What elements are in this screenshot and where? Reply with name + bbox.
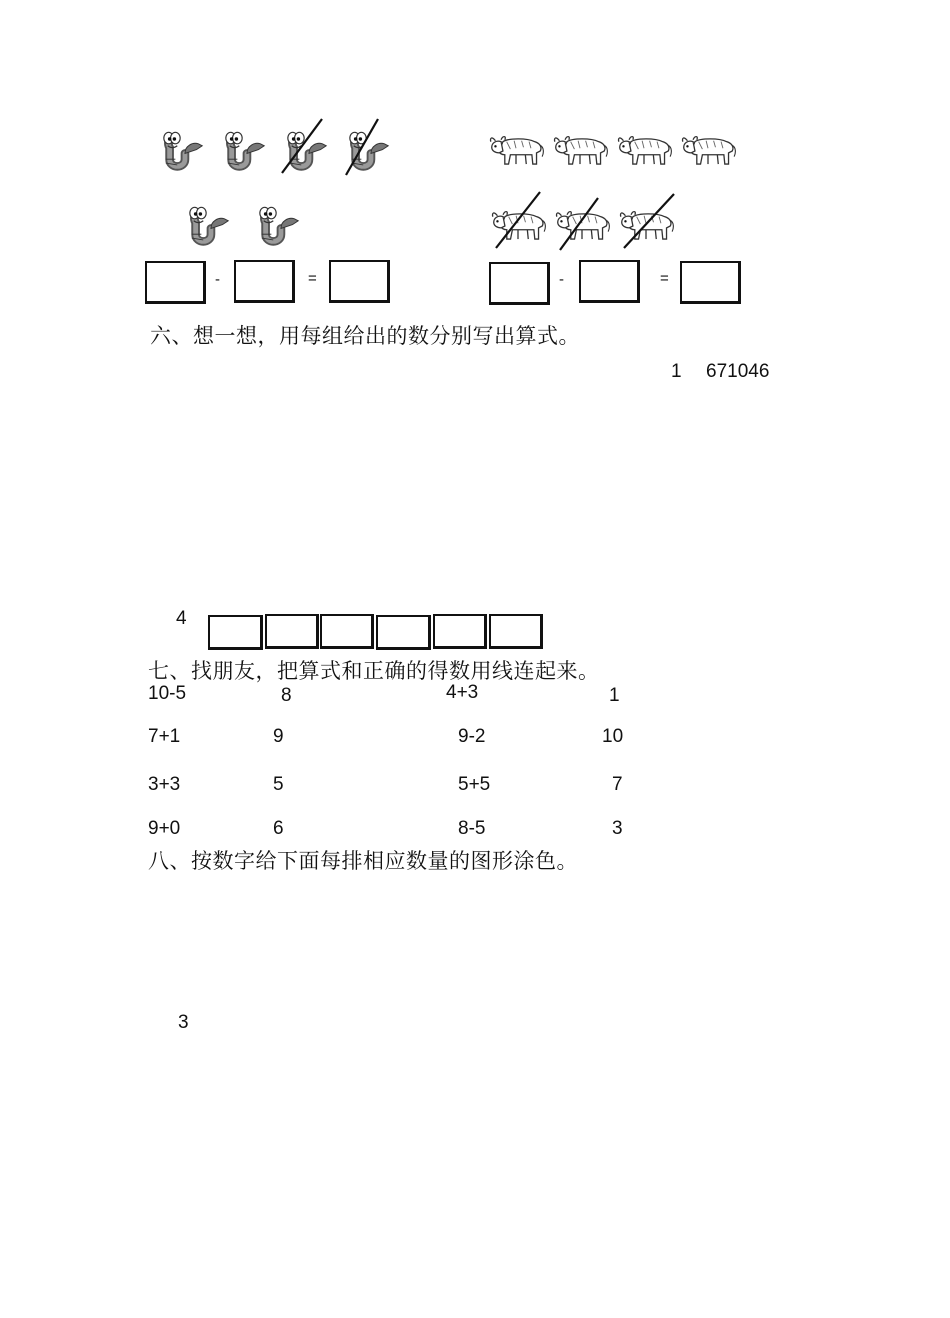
- bull-icon: [680, 133, 736, 169]
- number-box[interactable]: [489, 614, 543, 649]
- section-six-title: 六、想一想，用每组给出的数分别写出算式。: [150, 324, 580, 348]
- answer-box[interactable]: [329, 260, 390, 303]
- strike-line-icon: [342, 117, 392, 177]
- equals-sign: =: [660, 270, 669, 287]
- right-expression[interactable]: 5+5: [458, 774, 491, 795]
- strike-line-icon: [278, 117, 328, 177]
- answer-box[interactable]: [145, 261, 206, 304]
- worm-icon: [256, 205, 304, 249]
- section-seven-title: 七、找朋友，把算式和正确的得数用线连起来。: [148, 659, 600, 683]
- bull-icon: [488, 133, 544, 169]
- strike-line-icon: [620, 192, 680, 252]
- answer-box[interactable]: [680, 261, 741, 304]
- right-result[interactable]: 10: [602, 726, 624, 747]
- right-result[interactable]: 1: [609, 685, 620, 706]
- number-box[interactable]: [208, 615, 263, 650]
- worm-icon: [160, 130, 208, 174]
- strike-line-icon: [556, 194, 606, 254]
- right-result[interactable]: 7: [612, 774, 623, 795]
- right-expression[interactable]: 4+3: [446, 682, 479, 703]
- left-result[interactable]: 6: [273, 818, 284, 839]
- bull-icon: [616, 133, 672, 169]
- worm-group: [160, 125, 400, 255]
- answer-box[interactable]: [234, 260, 295, 303]
- left-expression[interactable]: 9+0: [148, 818, 181, 839]
- bull-icon: [552, 133, 608, 169]
- equals-sign: =: [308, 270, 317, 287]
- given-numbers: 671046: [706, 361, 770, 382]
- number-box[interactable]: [433, 614, 487, 649]
- number-box[interactable]: [320, 614, 374, 649]
- number-box[interactable]: [376, 615, 431, 650]
- section-six-title-wrap: [150, 318, 630, 348]
- right-expression[interactable]: 8-5: [458, 818, 486, 839]
- strike-line-icon: [492, 190, 542, 250]
- left-result[interactable]: 9: [273, 726, 284, 747]
- row-number: 4: [176, 608, 187, 629]
- number-box[interactable]: [265, 614, 319, 649]
- worm-icon: [222, 130, 270, 174]
- left-expression[interactable]: 3+3: [148, 774, 181, 795]
- answer-box[interactable]: [489, 262, 550, 305]
- left-expression[interactable]: 10-5: [148, 683, 187, 704]
- minus-sign: -: [215, 271, 220, 288]
- bull-group: [488, 130, 748, 255]
- left-result[interactable]: 8: [281, 685, 292, 706]
- left-result[interactable]: 5: [273, 774, 284, 795]
- answer-box[interactable]: [579, 260, 640, 303]
- left-expression[interactable]: 7+1: [148, 726, 181, 747]
- row-number: 3: [178, 1012, 189, 1033]
- right-expression[interactable]: 9-2: [458, 726, 486, 747]
- section-eight-title: 八、按数字给下面每排相应数量的图形涂色。: [148, 849, 578, 873]
- given-number: 1: [671, 361, 682, 382]
- minus-sign: -: [559, 271, 564, 288]
- right-result[interactable]: 3: [612, 818, 623, 839]
- worm-icon: [186, 205, 234, 249]
